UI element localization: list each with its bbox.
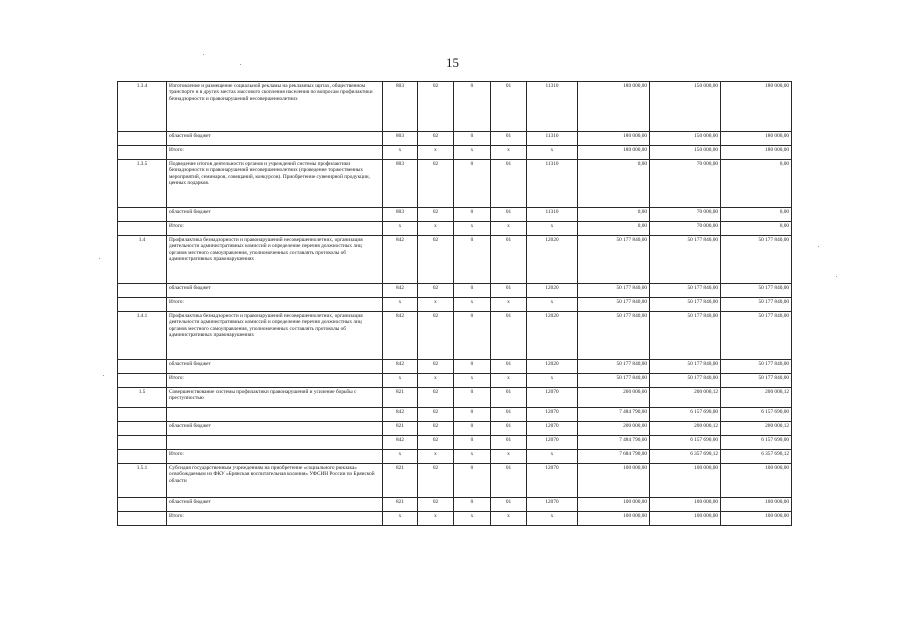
row-number-cell: 1.4 bbox=[118, 236, 167, 284]
amount-year2-cell: 100 000,00 bbox=[650, 498, 721, 512]
amount-year1-cell: 180 000,00 bbox=[578, 82, 650, 132]
row-number-cell: 1.5 bbox=[118, 388, 167, 408]
target-code-cell: 01 bbox=[491, 422, 527, 436]
section-code-cell: x bbox=[418, 374, 454, 388]
direction-code-cell: x bbox=[527, 374, 578, 388]
grbs-code-cell: 842 bbox=[383, 408, 418, 422]
amount-year2-cell: 50 177 840,00 bbox=[650, 284, 721, 298]
amount-year3-cell: 0,00 bbox=[721, 160, 792, 208]
grbs-code-cell: 842 bbox=[383, 436, 418, 450]
subsection-code-cell: x bbox=[454, 298, 491, 312]
grbs-code-cell: 842 bbox=[383, 312, 418, 360]
target-code-cell: x bbox=[491, 374, 527, 388]
grbs-code-cell: 842 bbox=[383, 360, 418, 374]
target-code-cell: 01 bbox=[491, 82, 527, 132]
amount-year1-cell: 100 000,00 bbox=[578, 464, 650, 498]
subsection-code-cell: 0 bbox=[454, 422, 491, 436]
table-row bbox=[118, 422, 792, 436]
target-code-cell: x bbox=[491, 512, 527, 526]
row-name-cell: областной бюджет bbox=[167, 132, 383, 146]
scan-speck bbox=[103, 375, 104, 376]
row-number-cell bbox=[118, 222, 167, 236]
section-code-cell: 02 bbox=[418, 464, 454, 498]
direction-code-cell: 12070 bbox=[527, 388, 578, 408]
grbs-code-cell: x bbox=[383, 298, 418, 312]
page-number: 15 bbox=[446, 55, 459, 70]
row-name-cell: Совершенствование системы профилактики правонарушений и усиление борьбы с преступностью bbox=[167, 388, 383, 408]
table-row bbox=[118, 450, 792, 464]
amount-year1-cell: 50 177 840,00 bbox=[578, 360, 650, 374]
row-name-cell: Итого: bbox=[167, 512, 383, 526]
table-row bbox=[118, 360, 792, 374]
subsection-code-cell: 0 bbox=[454, 436, 491, 450]
target-code-cell: 01 bbox=[491, 312, 527, 360]
subsection-code-cell: 0 bbox=[454, 464, 491, 498]
direction-code-cell: 11310 bbox=[527, 160, 578, 208]
row-number-cell bbox=[118, 132, 167, 146]
subsection-code-cell: 0 bbox=[454, 132, 491, 146]
amount-year2-cell: 50 177 840,00 bbox=[650, 374, 721, 388]
direction-code-cell: 12070 bbox=[527, 422, 578, 436]
table-row bbox=[118, 512, 792, 526]
amount-year1-cell: 100 000,00 bbox=[578, 512, 650, 526]
amount-year2-cell: 150 000,00 bbox=[650, 82, 721, 132]
section-code-cell: 02 bbox=[418, 132, 454, 146]
section-code-cell: x bbox=[418, 450, 454, 464]
target-code-cell: 01 bbox=[491, 408, 527, 422]
amount-year2-cell: 50 177 840,00 bbox=[650, 360, 721, 374]
amount-year3-cell: 50 177 840,00 bbox=[721, 284, 792, 298]
row-name-cell: областной бюджет bbox=[167, 498, 383, 512]
direction-code-cell: 11310 bbox=[527, 208, 578, 222]
grbs-code-cell: 821 bbox=[383, 422, 418, 436]
section-code-cell: 02 bbox=[418, 236, 454, 284]
amount-year3-cell: 50 177 840,00 bbox=[721, 360, 792, 374]
amount-year3-cell: 6 357 690,12 bbox=[721, 450, 792, 464]
grbs-code-cell: 842 bbox=[383, 236, 418, 284]
budget-table-body bbox=[118, 82, 792, 526]
row-number-cell bbox=[118, 498, 167, 512]
direction-code-cell: x bbox=[527, 146, 578, 160]
subsection-code-cell: x bbox=[454, 512, 491, 526]
table-row bbox=[118, 236, 792, 284]
amount-year1-cell: 0,00 bbox=[578, 208, 650, 222]
row-number-cell bbox=[118, 408, 167, 422]
amount-year1-cell: 200 000,00 bbox=[578, 388, 650, 408]
table-row bbox=[118, 298, 792, 312]
direction-code-cell: 12020 bbox=[527, 284, 578, 298]
direction-code-cell: x bbox=[527, 450, 578, 464]
amount-year3-cell: 6 157 690,00 bbox=[721, 436, 792, 450]
row-name-cell: областной бюджет bbox=[167, 208, 383, 222]
direction-code-cell: 12020 bbox=[527, 312, 578, 360]
amount-year1-cell: 180 000,00 bbox=[578, 132, 650, 146]
target-code-cell: x bbox=[491, 450, 527, 464]
direction-code-cell: 12070 bbox=[527, 436, 578, 450]
amount-year3-cell: 6 157 690,00 bbox=[721, 408, 792, 422]
amount-year2-cell: 200 000,12 bbox=[650, 388, 721, 408]
target-code-cell: 01 bbox=[491, 160, 527, 208]
direction-code-cell: 12070 bbox=[527, 464, 578, 498]
amount-year3-cell: 50 177 840,00 bbox=[721, 236, 792, 284]
section-code-cell: 02 bbox=[418, 436, 454, 450]
row-name-cell: Итого: bbox=[167, 298, 383, 312]
row-number-cell bbox=[118, 284, 167, 298]
amount-year3-cell: 100 000,00 bbox=[721, 498, 792, 512]
amount-year2-cell: 70 000,00 bbox=[650, 222, 721, 236]
direction-code-cell: 12070 bbox=[527, 408, 578, 422]
section-code-cell: 02 bbox=[418, 498, 454, 512]
amount-year1-cell: 7 684 790,00 bbox=[578, 450, 650, 464]
amount-year2-cell: 6 157 690,00 bbox=[650, 408, 721, 422]
row-name-cell: Подведение итогов деятельности органов и учреждений системы профилактики безнадзорности и правонарушений несовершеннолетних (проведение торжественных мероприятий, семинаров, совещаний, конкурсов). Приобретение сувенирной продукции, ценных подарков. bbox=[167, 160, 383, 208]
grbs-code-cell: 821 bbox=[383, 388, 418, 408]
grbs-code-cell: 821 bbox=[383, 498, 418, 512]
amount-year2-cell: 50 177 840,00 bbox=[650, 298, 721, 312]
budget-table bbox=[117, 81, 792, 526]
section-code-cell: 02 bbox=[418, 160, 454, 208]
direction-code-cell: 12070 bbox=[527, 498, 578, 512]
table-row bbox=[118, 464, 792, 498]
table-row bbox=[118, 374, 792, 388]
table-row bbox=[118, 82, 792, 132]
target-code-cell: 01 bbox=[491, 132, 527, 146]
scan-speck bbox=[240, 64, 241, 65]
row-name-cell: Изготовление и размещение социальной рекламы на рекламных щитах, общественном транспорте и в других местах массового скопления населения по вопросам профилактики безнадзорности и правонарушений несовершеннолетних bbox=[167, 82, 383, 132]
grbs-code-cell: x bbox=[383, 374, 418, 388]
target-code-cell: x bbox=[491, 222, 527, 236]
grbs-code-cell: x bbox=[383, 222, 418, 236]
amount-year1-cell: 0,00 bbox=[578, 160, 650, 208]
subsection-code-cell: 0 bbox=[454, 312, 491, 360]
amount-year2-cell: 150 000,00 bbox=[650, 132, 721, 146]
amount-year3-cell: 100 000,00 bbox=[721, 512, 792, 526]
section-code-cell: 02 bbox=[418, 284, 454, 298]
amount-year1-cell: 50 177 840,00 bbox=[578, 374, 650, 388]
row-number-cell bbox=[118, 374, 167, 388]
row-name-cell: Профилактика безнадзорности и правонарушений несовершеннолетних, организация деятельности административных комиссий и определение перечня должностных лиц органов местного самоуправления, уполномоченных составлять протоколы об административных правонарушениях bbox=[167, 312, 383, 360]
section-code-cell: 02 bbox=[418, 422, 454, 436]
row-name-cell: областной бюджет bbox=[167, 284, 383, 298]
grbs-code-cell: x bbox=[383, 146, 418, 160]
section-code-cell: 02 bbox=[418, 388, 454, 408]
grbs-code-cell: 842 bbox=[383, 284, 418, 298]
section-code-cell: 02 bbox=[418, 82, 454, 132]
amount-year1-cell: 0,00 bbox=[578, 222, 650, 236]
amount-year3-cell: 50 177 840,00 bbox=[721, 374, 792, 388]
target-code-cell: 01 bbox=[491, 464, 527, 498]
grbs-code-cell: 803 bbox=[383, 208, 418, 222]
table-row bbox=[118, 312, 792, 360]
amount-year3-cell: 180 000,00 bbox=[721, 82, 792, 132]
table-row bbox=[118, 498, 792, 512]
section-code-cell: 02 bbox=[418, 312, 454, 360]
amount-year3-cell: 50 177 840,00 bbox=[721, 298, 792, 312]
target-code-cell: 01 bbox=[491, 388, 527, 408]
amount-year3-cell: 200 000,12 bbox=[721, 422, 792, 436]
section-code-cell: x bbox=[418, 222, 454, 236]
amount-year1-cell: 7 484 790,00 bbox=[578, 408, 650, 422]
table-row bbox=[118, 132, 792, 146]
section-code-cell: x bbox=[418, 298, 454, 312]
direction-code-cell: 11310 bbox=[527, 132, 578, 146]
target-code-cell: x bbox=[491, 146, 527, 160]
target-code-cell: 01 bbox=[491, 236, 527, 284]
row-name-cell bbox=[167, 436, 383, 450]
amount-year2-cell: 50 177 840,00 bbox=[650, 236, 721, 284]
section-code-cell: 02 bbox=[418, 408, 454, 422]
grbs-code-cell: 803 bbox=[383, 160, 418, 208]
scan-speck bbox=[836, 276, 837, 277]
amount-year3-cell: 180 000,00 bbox=[721, 132, 792, 146]
amount-year2-cell: 6 357 690,12 bbox=[650, 450, 721, 464]
grbs-code-cell: 821 bbox=[383, 464, 418, 498]
table-row bbox=[118, 222, 792, 236]
direction-code-cell: 11310 bbox=[527, 82, 578, 132]
row-name-cell: областной бюджет bbox=[167, 422, 383, 436]
amount-year2-cell: 100 000,00 bbox=[650, 464, 721, 498]
row-name-cell: Итого: bbox=[167, 146, 383, 160]
row-number-cell bbox=[118, 298, 167, 312]
row-number-cell: 1.3.5 bbox=[118, 160, 167, 208]
amount-year2-cell: 100 000,00 bbox=[650, 512, 721, 526]
table-row bbox=[118, 208, 792, 222]
direction-code-cell: x bbox=[527, 512, 578, 526]
section-code-cell: 02 bbox=[418, 360, 454, 374]
amount-year1-cell: 50 177 840,00 bbox=[578, 298, 650, 312]
target-code-cell: x bbox=[491, 298, 527, 312]
subsection-code-cell: x bbox=[454, 222, 491, 236]
table-row bbox=[118, 436, 792, 450]
amount-year2-cell: 6 157 690,00 bbox=[650, 436, 721, 450]
subsection-code-cell: 0 bbox=[454, 360, 491, 374]
amount-year2-cell: 150 000,00 bbox=[650, 146, 721, 160]
amount-year2-cell: 50 177 840,00 bbox=[650, 312, 721, 360]
row-name-cell bbox=[167, 408, 383, 422]
row-name-cell: областной бюджет bbox=[167, 360, 383, 374]
row-number-cell bbox=[118, 436, 167, 450]
row-number-cell bbox=[118, 208, 167, 222]
table-row bbox=[118, 388, 792, 408]
grbs-code-cell: 803 bbox=[383, 82, 418, 132]
subsection-code-cell: x bbox=[454, 146, 491, 160]
subsection-code-cell: 0 bbox=[454, 388, 491, 408]
amount-year3-cell: 0,00 bbox=[721, 222, 792, 236]
subsection-code-cell: x bbox=[454, 374, 491, 388]
row-name-cell: Субсидия государственным учреждениям на приобретение «социального рюкзака» освобождаемым из ФКУ «Брянская воспитательная колония» УФСИН России по Брянской области bbox=[167, 464, 383, 498]
table-row bbox=[118, 160, 792, 208]
scan-speck bbox=[818, 246, 819, 247]
row-name-cell: Итого: bbox=[167, 374, 383, 388]
amount-year2-cell: 70 000,00 bbox=[650, 160, 721, 208]
amount-year1-cell: 100 000,00 bbox=[578, 498, 650, 512]
target-code-cell: 01 bbox=[491, 360, 527, 374]
amount-year3-cell: 0,00 bbox=[721, 208, 792, 222]
amount-year1-cell: 50 177 840,00 bbox=[578, 312, 650, 360]
grbs-code-cell: x bbox=[383, 512, 418, 526]
grbs-code-cell: x bbox=[383, 450, 418, 464]
subsection-code-cell: 0 bbox=[454, 408, 491, 422]
subsection-code-cell: 0 bbox=[454, 160, 491, 208]
subsection-code-cell: 0 bbox=[454, 284, 491, 298]
direction-code-cell: 12020 bbox=[527, 236, 578, 284]
direction-code-cell: 12020 bbox=[527, 360, 578, 374]
row-number-cell: 1.3.4 bbox=[118, 82, 167, 132]
direction-code-cell: x bbox=[527, 222, 578, 236]
grbs-code-cell: 803 bbox=[383, 132, 418, 146]
row-number-cell bbox=[118, 146, 167, 160]
subsection-code-cell: 0 bbox=[454, 82, 491, 132]
table-row bbox=[118, 146, 792, 160]
row-number-cell bbox=[118, 512, 167, 526]
row-number-cell bbox=[118, 360, 167, 374]
row-name-cell: Профилактика безнадзорности и правонарушений несовершеннолетних, организация деятельности административных комиссий и определение перечня должностных лиц органов местного самоуправления, уполномоченных составлять протоколы об административных правонарушениях bbox=[167, 236, 383, 284]
section-code-cell: 02 bbox=[418, 208, 454, 222]
table-row bbox=[118, 284, 792, 298]
target-code-cell: 01 bbox=[491, 498, 527, 512]
section-code-cell: x bbox=[418, 512, 454, 526]
table-row bbox=[118, 408, 792, 422]
target-code-cell: 01 bbox=[491, 284, 527, 298]
subsection-code-cell: x bbox=[454, 450, 491, 464]
scan-speck bbox=[203, 54, 204, 55]
row-number-cell bbox=[118, 422, 167, 436]
amount-year1-cell: 180 000,00 bbox=[578, 146, 650, 160]
amount-year3-cell: 100 000,00 bbox=[721, 464, 792, 498]
amount-year3-cell: 200 000,12 bbox=[721, 388, 792, 408]
section-code-cell: x bbox=[418, 146, 454, 160]
direction-code-cell: x bbox=[527, 298, 578, 312]
amount-year3-cell: 50 177 840,00 bbox=[721, 312, 792, 360]
amount-year2-cell: 200 000,12 bbox=[650, 422, 721, 436]
subsection-code-cell: 0 bbox=[454, 498, 491, 512]
amount-year2-cell: 70 000,00 bbox=[650, 208, 721, 222]
amount-year3-cell: 180 000,00 bbox=[721, 146, 792, 160]
target-code-cell: 01 bbox=[491, 436, 527, 450]
row-number-cell: 1.4.1 bbox=[118, 312, 167, 360]
amount-year1-cell: 50 177 840,00 bbox=[578, 284, 650, 298]
subsection-code-cell: 0 bbox=[454, 208, 491, 222]
row-number-cell: 1.5.1 bbox=[118, 464, 167, 498]
target-code-cell: 01 bbox=[491, 208, 527, 222]
subsection-code-cell: 0 bbox=[454, 236, 491, 284]
row-name-cell: Итого: bbox=[167, 450, 383, 464]
amount-year1-cell: 200 000,00 bbox=[578, 422, 650, 436]
scan-speck bbox=[99, 258, 100, 259]
row-number-cell bbox=[118, 450, 167, 464]
amount-year1-cell: 7 484 790,00 bbox=[578, 436, 650, 450]
amount-year1-cell: 50 177 840,00 bbox=[578, 236, 650, 284]
row-name-cell: Итого: bbox=[167, 222, 383, 236]
